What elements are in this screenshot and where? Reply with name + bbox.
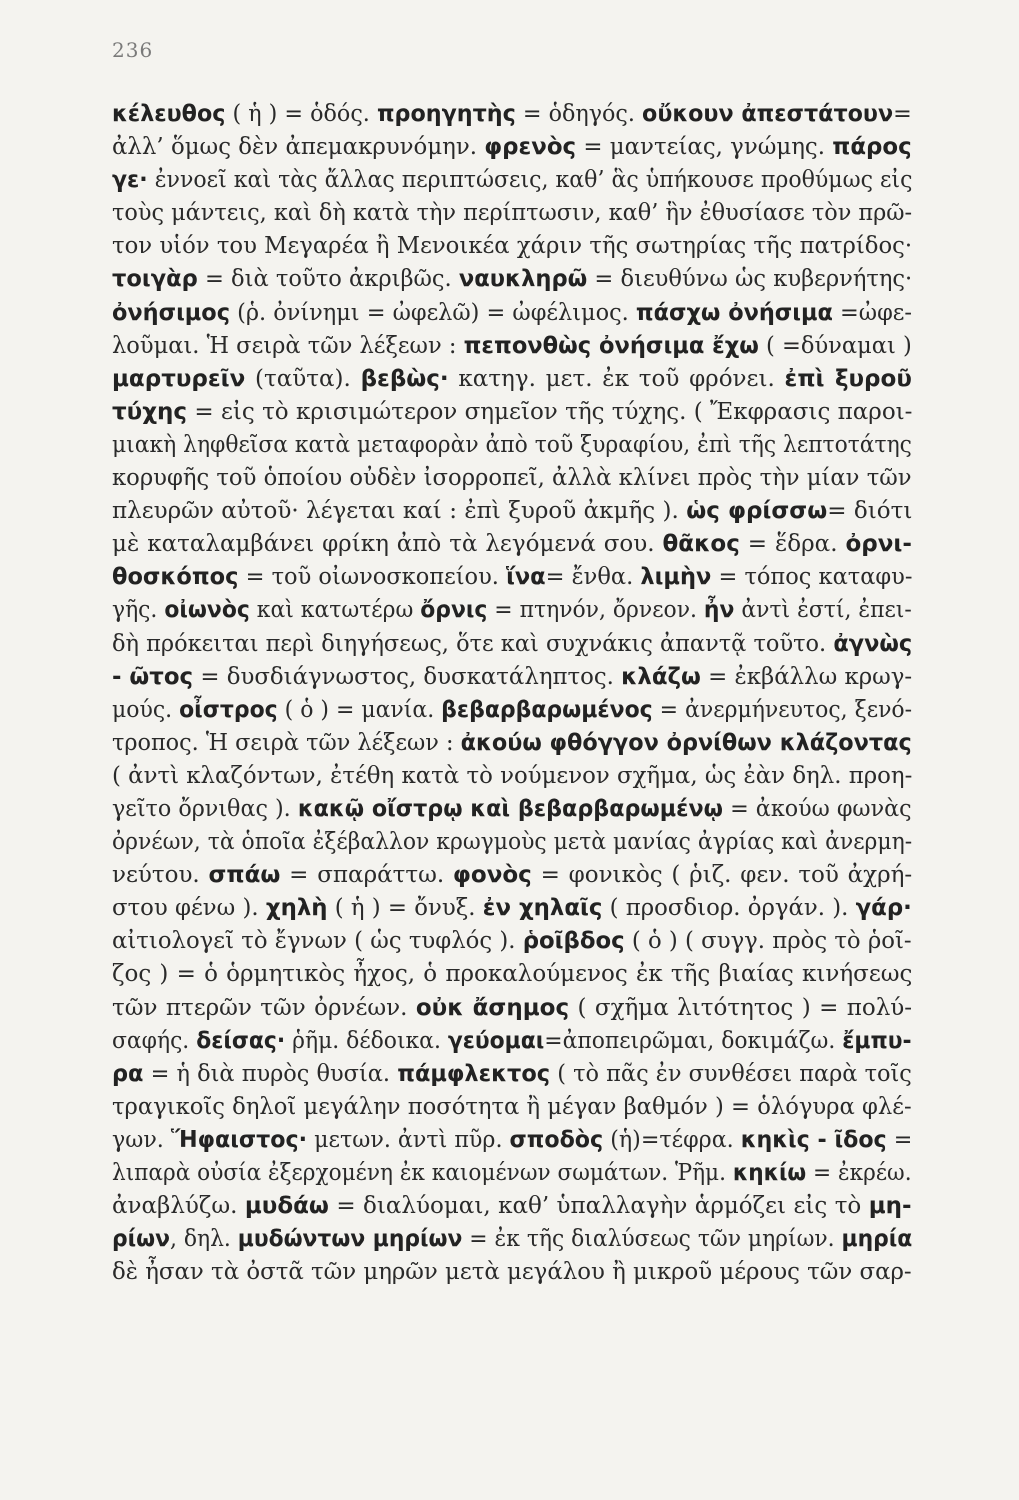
text-line — [112, 1025, 912, 1058]
gloss-text: τροπος. Ἡ σειρὰ τῶν λέξεων : — [112, 729, 461, 756]
gloss-text: λιπαρὰ οὐσία ἐξερχομένη ἐκ καιομένων σωμάτων. Ῥῆμ. — [112, 1160, 733, 1186]
text-line — [112, 363, 912, 396]
gloss-text: = μαντείας, γνώμης. — [576, 134, 833, 161]
lemma-term: ἀκούω φθόγγον ὀρνίθων κλάζοντας — [460, 729, 912, 756]
text-line — [112, 727, 912, 760]
lemma-term: μη- — [868, 1193, 912, 1220]
gloss-text: = σπαράττω. — [280, 862, 453, 889]
gloss-text: μιακὴ ληφθεῖσα κατὰ μεταφορὰν ἀπὸ τοῦ ξυραφίου, ἐπὶ τῆς λεπτοτάτης — [112, 431, 912, 458]
lemma-term: κέλευθος — [112, 101, 226, 127]
gloss-text: = ἐκρέω. — [806, 1160, 912, 1186]
text-line — [112, 1124, 912, 1157]
gloss-text: ( τὸ πᾶς ἐν συνθέσει παρὰ τοῖς — [550, 1060, 912, 1087]
gloss-text: γῆς. — [112, 597, 165, 624]
lemma-term: κακῷ οἴστρῳ καὶ βεβαρβαρωμένῳ — [297, 795, 724, 822]
lemma-term: ἐπὶ ξυροῦ — [784, 365, 912, 392]
lemma-term: δείσας· — [196, 1027, 286, 1054]
gloss-text: ( ὁ ) = μανία. — [277, 696, 442, 723]
gloss-text: τῶν πτερῶν τῶν ὀρνέων. — [112, 994, 416, 1021]
gloss-text: ῥῆμ. δέδοικα. — [285, 1027, 448, 1054]
lemma-term: φονὸς — [452, 862, 532, 889]
lemma-term: ὄρνις — [420, 597, 488, 624]
text-line — [112, 925, 912, 958]
gloss-text: = φονικὸς ( ῥιζ. φεν. τοῦ ἀχρή- — [531, 862, 912, 889]
lemma-term: οὐκ ἄσημος — [415, 994, 570, 1021]
text-line — [112, 462, 912, 495]
text-line — [112, 661, 912, 694]
gloss-text: ( ἡ ) = ὄνυξ. — [327, 895, 483, 922]
gloss-text: =ἀποπειρῶμαι, δοκιμάζω. — [544, 1027, 843, 1054]
gloss-text: = ἀνερμήνευτος, ξενό- — [652, 696, 912, 723]
text-line — [112, 793, 912, 826]
lemma-term: προηγητὴς — [376, 101, 516, 127]
text-line — [112, 330, 912, 363]
text-line — [112, 1223, 912, 1256]
text-line — [112, 164, 912, 197]
gloss-text: ἐννοεῖ καὶ τὰς ἄλλας περιπτώσεις, καθ’ ἃς ὑπήκουσε προθύμως εἰς — [147, 167, 912, 194]
gloss-text: = τόπος καταφυ- — [711, 564, 912, 591]
lemma-term: οἰωνὸς — [164, 597, 250, 624]
text-line — [112, 628, 912, 661]
gloss-text: γεῖτο ὄρνιθας ). — [112, 795, 298, 822]
page-number: 236 — [112, 38, 154, 62]
lemma-term: ἵνα — [506, 564, 546, 591]
text-line — [112, 594, 912, 627]
text-line — [112, 528, 912, 561]
lemma-term: ὡς φρίσσω — [686, 498, 828, 525]
gloss-text: τοὺς μάντεις, καὶ δὴ κατὰ τὴν περίπτωσιν, καθ’ ἣν ἐθυσίασε τὸν πρῶ- — [112, 200, 912, 227]
gloss-text: νεύτου. — [112, 862, 209, 889]
lemma-term: χηλὴ — [265, 895, 328, 922]
lemma-term: θοσκόπος — [112, 564, 239, 591]
text-line — [112, 561, 912, 594]
gloss-text: μετων. ἀντὶ πῦρ. — [307, 1126, 510, 1153]
text-line — [112, 859, 912, 892]
gloss-text: πλευρῶν αὐτοῦ· λέγεται καί : ἐπὶ ξυροῦ ἀκμῆς ). — [112, 498, 687, 525]
gloss-text: ἀντὶ ἐστί, ἐπει- — [734, 597, 912, 624]
gloss-text: =ὠφε- — [832, 299, 912, 326]
lemma-term: πάμφλεκτος — [397, 1060, 551, 1087]
lemma-term: γάρ· — [855, 895, 912, 922]
gloss-text: = ἕδρα. — [739, 531, 846, 558]
lemma-term: θᾶκος — [662, 531, 740, 558]
lemma-term: ἀγνὼς — [833, 630, 912, 657]
gloss-text: = πτηνόν, ὄρνεον. — [487, 597, 704, 624]
text-line — [112, 98, 912, 131]
lemma-term: Ἥφαιστος· — [170, 1126, 308, 1153]
text-line — [112, 694, 912, 727]
gloss-text: αἰτιολογεῖ τὸ ἔγνων ( ὡς τυφλός ). — [112, 928, 523, 955]
lemma-term: βεβαρβαρωμένος — [441, 696, 653, 723]
lemma-term: μηρία — [841, 1226, 912, 1253]
gloss-text: ἀναβλύζω. — [112, 1193, 245, 1220]
lemma-term: ἔμπυ- — [842, 1027, 912, 1054]
gloss-text: ζος ) = ὁ ὁρμητικὸς ἦχος, ὁ προκαλούμενος ἐκ τῆς βιαίας κινήσεως — [112, 961, 912, 988]
gloss-text: ( προσδιορ. ὀργάν. ). — [602, 895, 856, 922]
gloss-text: = διότι — [827, 498, 912, 525]
gloss-text: = — [886, 1126, 912, 1153]
lemma-term: - ῶτος — [112, 663, 194, 690]
text-line — [112, 892, 912, 925]
text-line — [112, 1091, 912, 1124]
text-line — [112, 1190, 912, 1223]
gloss-text: κατηγ. μετ. ἐκ τοῦ φρόνει. — [448, 365, 785, 392]
lemma-term: σποδὸς — [509, 1126, 604, 1153]
gloss-text: = διαλύομαι, καθ’ ὑπαλλαγὴν ἁρμόζει εἰς τὸ — [328, 1193, 869, 1220]
lemma-term: ἦν — [703, 597, 735, 624]
gloss-text: (ῥ. ὀνίνημι = ὠφελῶ) = ὠφέλιμος. — [229, 299, 636, 326]
gloss-text: = διευθύνω ὡς κυβερνήτης· — [587, 266, 912, 293]
lemma-term: οἶστρος — [179, 696, 278, 723]
gloss-text: (ἡ)=τέφρα. — [603, 1126, 741, 1153]
text-line — [112, 230, 912, 263]
gloss-text: ὀρνέων, τὰ ὁποῖα ἐξέβαλλον κρωγμοὺς μετὰ μανίας ἀγρίας καὶ ἀνερμη- — [112, 829, 912, 856]
lemma-term: γε· — [112, 167, 148, 194]
text-line — [112, 1157, 912, 1190]
gloss-text: δὲ ἦσαν τὰ ὀστᾶ τῶν μηρῶν μετὰ μεγάλου ἢ μικροῦ μέρους τῶν σαρ- — [112, 1259, 912, 1286]
gloss-text: = ἡ διὰ πυρὸς θυσία. — [143, 1060, 398, 1087]
text-line — [112, 1058, 912, 1091]
gloss-text: σαφής. — [112, 1027, 197, 1054]
lemma-term: τύχης — [112, 398, 188, 425]
lemma-term: πάσχω ὀνήσιμα — [635, 299, 833, 326]
text-line — [112, 992, 912, 1025]
gloss-text: , δηλ. — [169, 1226, 238, 1253]
gloss-text: μὲ καταλαμβάνει φρίκη ἀπὸ τὰ λεγόμενά σου. — [112, 531, 663, 558]
gloss-text: ἀλλ’ ὅμως δὲν ἀπεμακρυνόμην. — [112, 134, 485, 161]
lemma-term: ρίων — [112, 1226, 170, 1253]
text-line — [112, 297, 912, 330]
gloss-text: = ἔνθα. — [545, 564, 641, 591]
lemma-term: βεβὼς· — [360, 365, 449, 392]
gloss-text: τραγικοῖς δηλοῖ μεγάλην ποσότητα ἢ μέγαν βαθμόν ) = ὁλόγυρα φλέ- — [112, 1093, 912, 1120]
gloss-text: δὴ πρόκειται περὶ διηγήσεως, ὅτε καὶ συχνάκις ἀπαντᾷ τοῦτο. — [112, 630, 834, 657]
gloss-text: = — [893, 101, 912, 127]
lemma-term: λιμὴν — [640, 564, 712, 591]
text-line — [112, 429, 912, 462]
gloss-text: = τοῦ οἰωνοσκοπείου. — [238, 564, 507, 591]
lemma-term: μαρτυρεῖν — [112, 365, 246, 392]
lemma-term: κλάζω — [621, 663, 701, 690]
text-line — [112, 197, 912, 230]
gloss-text: ( ὁ ) ( συγγ. πρὸς τὸ ῥοῖ- — [624, 928, 912, 955]
lemma-term: ὀνήσιμος — [112, 299, 230, 326]
lemma-term: γεύομαι — [447, 1027, 545, 1054]
lemma-term: ὀρνι- — [845, 531, 912, 558]
gloss-text: = ἀκούω φωνὰς — [723, 795, 912, 822]
gloss-text: τον υἱόν του Μεγαρέα ἢ Μενοικέα χάριν τῆς σωτηρίας τῆς πατρίδος· — [112, 233, 912, 260]
lemma-term: κηκίω — [732, 1160, 807, 1186]
gloss-text: = δυσδιάγνωστος, δυσκατάληπτος. — [193, 663, 622, 690]
lemma-term: φρενὸς — [484, 134, 577, 161]
gloss-text: = διὰ τοῦτο ἀκριβῶς. — [197, 266, 459, 293]
commentary-text — [112, 98, 912, 1289]
gloss-text: ( ἡ ) = ὁδός. — [225, 101, 377, 127]
gloss-text: = ἐκβάλλω κρωγ- — [700, 663, 912, 690]
lemma-term: κηκὶς - ῖδος — [740, 1126, 887, 1153]
gloss-text: στου φένω ). — [112, 895, 266, 922]
gloss-text: κορυφῆς τοῦ ὁποίου οὐδὲν ἰσορροπεῖ, ἀλλὰ κλίνει πρὸς τὴν μίαν τῶν — [112, 465, 912, 492]
text-line — [112, 760, 912, 793]
lemma-term: οὔκουν ἀπεστάτουν — [642, 101, 894, 127]
gloss-text: = εἰς τὸ κρισιμώτερον σημεῖον τῆς τύχης. ( Ἔκφρασις παροι- — [187, 398, 912, 425]
text-line — [112, 495, 912, 528]
text-line — [112, 131, 912, 164]
text-line — [112, 826, 912, 859]
gloss-text: = ἐκ τῆς διαλύσεως τῶν μηρίων. — [462, 1226, 842, 1253]
gloss-text: μούς. — [112, 696, 180, 723]
lemma-term: μυδάω — [244, 1193, 329, 1220]
lemma-term: τοιγὰρ — [112, 266, 198, 293]
gloss-text: ( ἀντὶ κλαζόντων, ἐτέθη κατὰ τὸ νούμενον σχῆμα, ὡς ἐὰν δηλ. προη- — [112, 762, 912, 789]
text-line — [112, 1256, 912, 1289]
gloss-text: γων. — [112, 1126, 171, 1153]
gloss-text: καὶ κατωτέρω — [249, 597, 421, 624]
text-line — [112, 958, 912, 991]
lemma-term: σπάω — [208, 862, 281, 889]
lemma-term: ρα — [112, 1060, 144, 1087]
lemma-term: ἐν χηλαῖς — [482, 895, 603, 922]
lemma-term: πεπονθὼς ὀνήσιμα ἔχω — [463, 332, 759, 359]
lemma-term: ῥοῖβδος — [522, 928, 625, 955]
gloss-text: = ὁδηγός. — [515, 101, 643, 127]
gloss-text: ( σχῆμα λιτότητος ) = πολύ- — [569, 994, 912, 1021]
text-line — [112, 396, 912, 429]
gloss-text: ( =δύναμαι ) — [758, 332, 912, 359]
gloss-text: λοῦμαι. Ἡ σειρὰ τῶν λέξεων : — [112, 332, 464, 359]
text-line — [112, 263, 912, 296]
lemma-term: ναυκληρῶ — [458, 266, 588, 293]
lemma-term: πάρος — [832, 134, 912, 161]
lemma-term: μυδώντων μηρίων — [237, 1226, 463, 1253]
gloss-text: (ταῦτα). — [245, 365, 361, 392]
